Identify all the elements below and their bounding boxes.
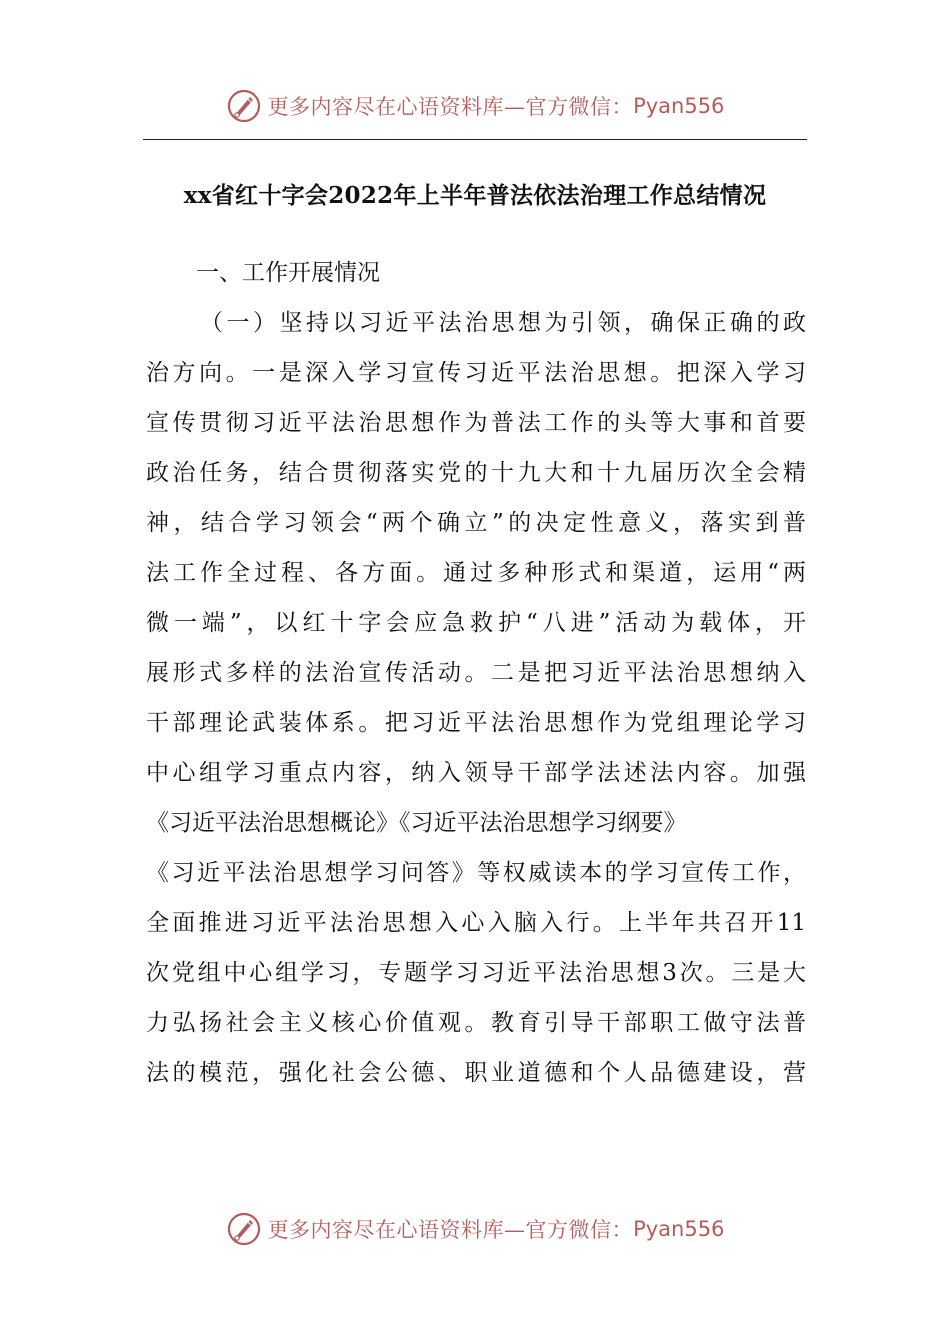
body-line: 宣传贯彻习近平法治思想作为普法工作的头等大事和首要: [146, 410, 806, 436]
body-line: 神，结合学习领会“两个确立”的决定性意义，落实到普: [146, 510, 806, 536]
body-line: 次党组中心组学习，专题学习习近平法治思想3次。三是大: [146, 960, 806, 986]
document-title: xx省红十字会2022年上半年普法依法治理工作总结情况: [183, 182, 767, 209]
body-line: 干部理论武装体系。把习近平法治思想作为党组理论学习: [146, 710, 806, 736]
watermark-text: 更多内容尽在心语资料库—官方微信：: [267, 95, 634, 119]
section-heading: 一、工作开展情况: [196, 260, 380, 286]
body-line: 《习近平法治思想概论》《习近平法治思想学习纲要》: [146, 810, 687, 836]
body-line: 微一端”，以红十字会应急救护“八进”活动为载体，开: [146, 610, 806, 636]
pen-nib-circle-logo: [226, 88, 262, 124]
body-line: 法工作全过程、各方面。通过多种形式和渠道，运用“两: [146, 560, 806, 586]
body-line: 力弘扬社会主义核心价值观。教育引导干部职工做守法普: [146, 1010, 806, 1036]
watermark-text: 更多内容尽在心语资料库—官方微信：: [267, 1218, 634, 1242]
body-line: （一）坚持以习近平法治思想为引领，确保正确的政: [200, 310, 806, 336]
watermark-wechat-id: Pyan556: [633, 1217, 725, 1241]
body-line: 政治任务，结合贯彻落实党的十九大和十九届历次全会精: [146, 460, 806, 486]
body-paragraph: [146, 298, 806, 1098]
header-divider: [143, 139, 807, 140]
body-line: 展形式多样的法治宣传活动。二是把习近平法治思想纳入: [146, 660, 806, 686]
body-line: 治方向。一是深入学习宣传习近平法治思想。把深入学习: [146, 360, 806, 386]
body-line: 《习近平法治思想学习问答》等权威读本的学习宣传工作，: [146, 860, 806, 886]
body-line: 中心组学习重点内容，纳入领导干部学法述法内容。加强: [146, 760, 806, 786]
watermark-wechat-id: Pyan556: [633, 94, 725, 118]
body-line: 全面推进习近平法治思想入心入脑入行。上半年共召开11: [146, 910, 806, 936]
pen-nib-circle-logo: [226, 1211, 262, 1247]
body-line: 法的模范，强化社会公德、职业道德和个人品德建设，营: [146, 1060, 806, 1086]
watermark-banner-bottom: [0, 1209, 950, 1249]
watermark-banner-top: [0, 86, 950, 126]
